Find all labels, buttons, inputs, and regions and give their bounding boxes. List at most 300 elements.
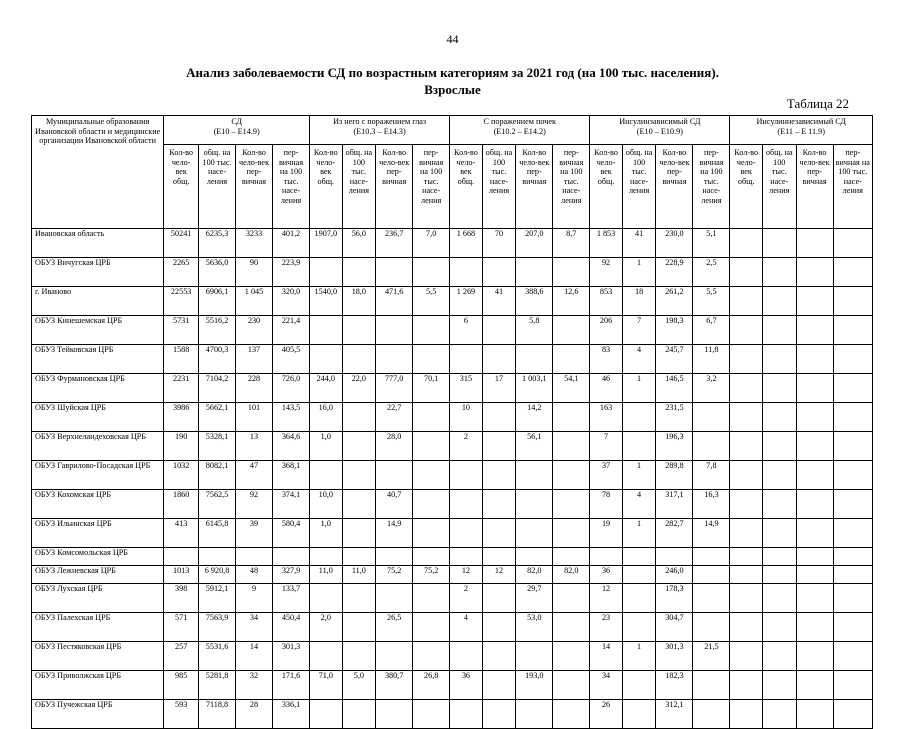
- table-cell: 12,6: [553, 287, 590, 316]
- table-cell: 14: [236, 642, 273, 671]
- table-cell: 5281,8: [199, 671, 236, 700]
- table-cell: 388,6: [516, 287, 553, 316]
- table-cell: [730, 258, 763, 287]
- table-cell: [553, 490, 590, 519]
- header-subcolumn: Кол-во чело-век пер-вичная: [656, 145, 693, 229]
- table-cell: 78: [590, 490, 623, 519]
- table-cell: 12: [590, 584, 623, 613]
- header-subcolumn: Кол-во чело-век пер-вичная: [376, 145, 413, 229]
- table-cell: [730, 548, 763, 566]
- table-cell: 2265: [164, 258, 199, 287]
- table-cell: [622, 613, 656, 642]
- table-cell: [342, 461, 376, 490]
- table-cell: 5531,6: [199, 642, 236, 671]
- header-subcolumn: общ. на 100 тыс. насе-ления: [199, 145, 236, 229]
- table-cell: [482, 642, 516, 671]
- table-cell: [730, 229, 763, 258]
- table-cell: 301,3: [273, 642, 310, 671]
- table-cell: 1: [622, 258, 656, 287]
- table-cell: [796, 642, 833, 671]
- table-cell: 54,1: [553, 374, 590, 403]
- row-name: ОБУЗ Гаврилово-Посадская ЦРБ: [32, 461, 164, 490]
- table-cell: [482, 490, 516, 519]
- table-cell: [413, 461, 450, 490]
- table-cell: 53,0: [516, 613, 553, 642]
- table-row: [32, 566, 873, 584]
- table-cell: [376, 461, 413, 490]
- row-name: ОБУЗ Ильинская ЦРБ: [32, 519, 164, 548]
- table-cell: [482, 258, 516, 287]
- table-cell: [413, 403, 450, 432]
- table-cell: 5,0: [342, 671, 376, 700]
- table-cell: 22,7: [376, 403, 413, 432]
- table-cell: 7104,2: [199, 374, 236, 403]
- table-cell: [413, 432, 450, 461]
- table-cell: [199, 548, 236, 566]
- table-cell: 6: [450, 316, 483, 345]
- table-cell: 4: [622, 490, 656, 519]
- table-cell: [730, 490, 763, 519]
- table-cell: 6145,8: [199, 519, 236, 548]
- table-cell: 75,2: [413, 566, 450, 584]
- table-cell: 7118,8: [199, 700, 236, 729]
- table-cell: 171,6: [273, 671, 310, 700]
- table-row: [32, 316, 873, 345]
- table-cell: [553, 548, 590, 566]
- table-cell: [516, 700, 553, 729]
- header-subcolumn: пер-вичная на 100 тыс. насе-ления: [693, 145, 730, 229]
- header-group-name: СД: [231, 117, 242, 126]
- table-cell: 56,0: [342, 229, 376, 258]
- title-line-1: Анализ заболеваемости СД по возрастным категориям за 2021 год (на 100 тыс. населения).: [186, 65, 719, 80]
- table-cell: [376, 345, 413, 374]
- table-cell: [730, 287, 763, 316]
- table-cell: 245,7: [656, 345, 693, 374]
- table-cell: [796, 700, 833, 729]
- table-cell: 1: [622, 374, 656, 403]
- row-name: г. Иваново: [32, 287, 164, 316]
- table-cell: 1: [622, 519, 656, 548]
- table-cell: 4: [622, 345, 656, 374]
- table-row: [32, 642, 873, 671]
- table-cell: [553, 519, 590, 548]
- table-cell: [796, 287, 833, 316]
- table-cell: [376, 548, 413, 566]
- table-cell: 70: [482, 229, 516, 258]
- table-cell: [693, 700, 730, 729]
- table-cell: [730, 613, 763, 642]
- table-cell: [796, 519, 833, 548]
- table-cell: [833, 642, 872, 671]
- table-cell: 12: [482, 566, 516, 584]
- table-cell: [730, 566, 763, 584]
- table-cell: [413, 258, 450, 287]
- table-cell: 244,0: [310, 374, 343, 403]
- table-cell: [164, 548, 199, 566]
- table-cell: [730, 519, 763, 548]
- header-subcolumn: Кол-во чело-век общ.: [164, 145, 199, 229]
- header-municipality: Муниципальные образования Ивановской области и медицинские организации Ивановской области: [32, 116, 164, 229]
- table-cell: [833, 287, 872, 316]
- table-cell: 6 920,8: [199, 566, 236, 584]
- table-cell: 190: [164, 432, 199, 461]
- table-cell: 1,0: [310, 519, 343, 548]
- table-cell: 56,1: [516, 432, 553, 461]
- header-subcolumn: Кол-во чело-век пер-вичная: [236, 145, 273, 229]
- table-cell: [516, 345, 553, 374]
- table-cell: [796, 316, 833, 345]
- table-cell: 777,0: [376, 374, 413, 403]
- table-cell: 2,0: [310, 613, 343, 642]
- table-cell: 206: [590, 316, 623, 345]
- table-cell: [413, 548, 450, 566]
- table-cell: [762, 258, 796, 287]
- table-cell: 2231: [164, 374, 199, 403]
- table-cell: 5516,2: [199, 316, 236, 345]
- table-cell: [796, 374, 833, 403]
- header-subcolumn: общ. на 100 тыс. насе-ления: [622, 145, 656, 229]
- table-cell: [833, 490, 872, 519]
- table-cell: 137: [236, 345, 273, 374]
- table-cell: 41: [482, 287, 516, 316]
- table-cell: [310, 316, 343, 345]
- table-cell: [310, 642, 343, 671]
- table-cell: 48: [236, 566, 273, 584]
- table-cell: 83: [590, 345, 623, 374]
- header-group: [164, 116, 310, 145]
- table-cell: 7,0: [413, 229, 450, 258]
- table-cell: 312,1: [656, 700, 693, 729]
- table-cell: 163: [590, 403, 623, 432]
- header-group: [310, 116, 450, 145]
- table-cell: [482, 461, 516, 490]
- table-cell: [342, 584, 376, 613]
- table-cell: 14,2: [516, 403, 553, 432]
- table-cell: [482, 345, 516, 374]
- table-cell: [693, 671, 730, 700]
- header-group-code: (E11 – E 11.9): [777, 126, 826, 136]
- row-name: ОБУЗ Палехская ЦРБ: [32, 613, 164, 642]
- table-cell: [553, 432, 590, 461]
- table-cell: [622, 432, 656, 461]
- table-cell: [376, 258, 413, 287]
- table-cell: [310, 345, 343, 374]
- table-cell: 36: [590, 566, 623, 584]
- table-cell: [310, 461, 343, 490]
- table-row: [32, 700, 873, 729]
- table-cell: 336,1: [273, 700, 310, 729]
- table-cell: [310, 548, 343, 566]
- table-cell: [516, 461, 553, 490]
- table-cell: 16,3: [693, 490, 730, 519]
- table-cell: 92: [236, 490, 273, 519]
- table-cell: [236, 548, 273, 566]
- table-cell: [730, 461, 763, 490]
- table-cell: 282,7: [656, 519, 693, 548]
- statistics-table: [31, 115, 873, 729]
- table-cell: 1 269: [450, 287, 483, 316]
- header-group-name: Инсулиннезависимый СД: [756, 117, 846, 126]
- table-row: [32, 584, 873, 613]
- table-cell: [342, 316, 376, 345]
- header-group-name: Инсулинзависимый СД: [619, 117, 701, 126]
- table-cell: 320,0: [273, 287, 310, 316]
- table-cell: [796, 490, 833, 519]
- table-cell: 28: [236, 700, 273, 729]
- table-cell: [796, 258, 833, 287]
- table-cell: [833, 461, 872, 490]
- table-cell: 580,4: [273, 519, 310, 548]
- table-cell: 29,7: [516, 584, 553, 613]
- table-cell: [693, 566, 730, 584]
- table-cell: [762, 432, 796, 461]
- table-cell: [342, 403, 376, 432]
- table-cell: 196,3: [656, 432, 693, 461]
- table-cell: [376, 642, 413, 671]
- table-cell: 178,3: [656, 584, 693, 613]
- table-row: [32, 287, 873, 316]
- table-cell: [450, 258, 483, 287]
- table-cell: [553, 642, 590, 671]
- table-cell: 8082,1: [199, 461, 236, 490]
- table-cell: [482, 432, 516, 461]
- table-cell: [553, 671, 590, 700]
- table-cell: 7563,9: [199, 613, 236, 642]
- table-cell: [730, 432, 763, 461]
- title-line-2: Взрослые: [424, 82, 481, 97]
- table-cell: [482, 519, 516, 548]
- table-header: [32, 116, 873, 229]
- table-cell: 450,4: [273, 613, 310, 642]
- table-cell: [450, 461, 483, 490]
- header-subcolumn: общ. на 100 тыс. насе-ления: [342, 145, 376, 229]
- table-cell: 3,2: [693, 374, 730, 403]
- header-group: [450, 116, 590, 145]
- table-cell: [833, 229, 872, 258]
- table-cell: [656, 548, 693, 566]
- table-cell: 471,6: [376, 287, 413, 316]
- table-cell: 257: [164, 642, 199, 671]
- table-cell: 71,0: [310, 671, 343, 700]
- table-cell: [273, 548, 310, 566]
- table-cell: 301,3: [656, 642, 693, 671]
- row-name: ОБУЗ Кинешемская ЦРБ: [32, 316, 164, 345]
- table-cell: 8,7: [553, 229, 590, 258]
- header-subcolumn: пер-вичная на 100 тыс. насе-ления: [413, 145, 450, 229]
- table-cell: [622, 671, 656, 700]
- table-cell: 4: [450, 613, 483, 642]
- table-cell: [553, 700, 590, 729]
- table-cell: [762, 229, 796, 258]
- table-cell: [516, 548, 553, 566]
- table-cell: [450, 519, 483, 548]
- table-cell: [730, 700, 763, 729]
- header-subcolumn: пер-вичная на 100 тыс. насе-ления: [833, 145, 872, 229]
- table-cell: 14,9: [376, 519, 413, 548]
- table-cell: [796, 229, 833, 258]
- table-cell: [693, 548, 730, 566]
- table-cell: [730, 345, 763, 374]
- table-cell: 36: [450, 671, 483, 700]
- table-cell: 230,0: [656, 229, 693, 258]
- table-cell: 6235,3: [199, 229, 236, 258]
- table-cell: 1907,0: [310, 229, 343, 258]
- table-cell: [833, 566, 872, 584]
- table-cell: [482, 671, 516, 700]
- table-cell: [762, 519, 796, 548]
- table-cell: [833, 700, 872, 729]
- table-cell: [342, 345, 376, 374]
- table-cell: [622, 566, 656, 584]
- table-cell: 37: [590, 461, 623, 490]
- table-cell: 26: [590, 700, 623, 729]
- table-cell: 39: [236, 519, 273, 548]
- table-cell: 40,7: [376, 490, 413, 519]
- table-cell: [693, 403, 730, 432]
- table-cell: 101: [236, 403, 273, 432]
- row-name: ОБУЗ Пучежская ЦРБ: [32, 700, 164, 729]
- table-cell: 246,0: [656, 566, 693, 584]
- table-row: [32, 490, 873, 519]
- table-cell: [796, 584, 833, 613]
- table-cell: 14,9: [693, 519, 730, 548]
- table-cell: [833, 403, 872, 432]
- table-cell: 1 668: [450, 229, 483, 258]
- table-cell: [413, 613, 450, 642]
- table-cell: [762, 566, 796, 584]
- table-cell: 11,0: [342, 566, 376, 584]
- row-name: ОБУЗ Верхнеландеховская ЦРБ: [32, 432, 164, 461]
- table-cell: [833, 345, 872, 374]
- table-cell: 10,0: [310, 490, 343, 519]
- table-cell: [762, 316, 796, 345]
- header-subcolumn: Кол-во чело-век общ.: [730, 145, 763, 229]
- table-cell: 21,5: [693, 642, 730, 671]
- row-name: Ивановская область: [32, 229, 164, 258]
- table-cell: 47: [236, 461, 273, 490]
- table-cell: [413, 490, 450, 519]
- table-cell: 726,0: [273, 374, 310, 403]
- table-cell: 19: [590, 519, 623, 548]
- table-cell: 228: [236, 374, 273, 403]
- table-cell: [762, 403, 796, 432]
- table-cell: [730, 374, 763, 403]
- table-cell: 368,1: [273, 461, 310, 490]
- row-name: ОБУЗ Кохомская ЦРБ: [32, 490, 164, 519]
- table-row: [32, 403, 873, 432]
- table-cell: [450, 345, 483, 374]
- table-cell: 198,3: [656, 316, 693, 345]
- header-group: [730, 116, 873, 145]
- table-cell: 7: [622, 316, 656, 345]
- table-cell: 853: [590, 287, 623, 316]
- table-cell: [730, 584, 763, 613]
- table-cell: [762, 490, 796, 519]
- table-cell: 261,2: [656, 287, 693, 316]
- table-cell: [482, 316, 516, 345]
- table-cell: 289,8: [656, 461, 693, 490]
- table-cell: [796, 403, 833, 432]
- table-cell: [342, 700, 376, 729]
- table-cell: [622, 584, 656, 613]
- table-cell: [342, 258, 376, 287]
- table-cell: 92: [590, 258, 623, 287]
- header-subcolumn: Кол-во чело-век общ.: [590, 145, 623, 229]
- table-cell: [762, 613, 796, 642]
- table-cell: [482, 700, 516, 729]
- table-cell: [553, 461, 590, 490]
- table-cell: 1860: [164, 490, 199, 519]
- table-cell: [622, 548, 656, 566]
- table-cell: 5,5: [693, 287, 730, 316]
- table-cell: 401,2: [273, 229, 310, 258]
- table-cell: 82,0: [553, 566, 590, 584]
- table-cell: [516, 519, 553, 548]
- table-cell: [730, 642, 763, 671]
- table-cell: 1: [622, 461, 656, 490]
- table-cell: 1032: [164, 461, 199, 490]
- table-cell: 236,7: [376, 229, 413, 258]
- table-cell: 17: [482, 374, 516, 403]
- table-cell: [342, 490, 376, 519]
- table-row: [32, 374, 873, 403]
- table-cell: [310, 700, 343, 729]
- table-cell: 223,9: [273, 258, 310, 287]
- table-cell: [553, 403, 590, 432]
- table-cell: [762, 700, 796, 729]
- table-cell: [413, 584, 450, 613]
- table-cell: [730, 671, 763, 700]
- table-cell: [730, 403, 763, 432]
- table-cell: 70,1: [413, 374, 450, 403]
- table-cell: [693, 584, 730, 613]
- table-cell: [482, 548, 516, 566]
- table-cell: 10: [450, 403, 483, 432]
- table-row: [32, 461, 873, 490]
- table-cell: 398: [164, 584, 199, 613]
- header-subcolumn: пер-вичная на 100 тыс. насе-ления: [273, 145, 310, 229]
- table-row: [32, 613, 873, 642]
- table-cell: 26,8: [413, 671, 450, 700]
- row-name: ОБУЗ Комсомольская ЦРБ: [32, 548, 164, 566]
- row-name: ОБУЗ Тейковская ЦРБ: [32, 345, 164, 374]
- table-cell: 34: [590, 671, 623, 700]
- header-subcolumn: Кол-во чело-век пер-вичная: [796, 145, 833, 229]
- table-cell: 1 045: [236, 287, 273, 316]
- table-cell: [553, 316, 590, 345]
- table-cell: [413, 519, 450, 548]
- table-cell: 22553: [164, 287, 199, 316]
- table-cell: [762, 671, 796, 700]
- table-cell: 315: [450, 374, 483, 403]
- table-cell: [413, 700, 450, 729]
- row-name: ОБУЗ Лежневская ЦРБ: [32, 566, 164, 584]
- table-cell: [376, 584, 413, 613]
- row-name: ОБУЗ Приволжская ЦРБ: [32, 671, 164, 700]
- table-cell: [693, 432, 730, 461]
- table-cell: 18,0: [342, 287, 376, 316]
- table-cell: 2: [450, 584, 483, 613]
- header-group-name: Из него с поражением глаз: [333, 117, 427, 126]
- table-cell: 5636,0: [199, 258, 236, 287]
- row-name: ОБУЗ Лухская ЦРБ: [32, 584, 164, 613]
- table-cell: 228,9: [656, 258, 693, 287]
- table-cell: [482, 584, 516, 613]
- table-cell: [342, 548, 376, 566]
- table-cell: 23: [590, 613, 623, 642]
- header-group-code: (E10.3 – E14.3): [353, 126, 406, 136]
- table-cell: [310, 584, 343, 613]
